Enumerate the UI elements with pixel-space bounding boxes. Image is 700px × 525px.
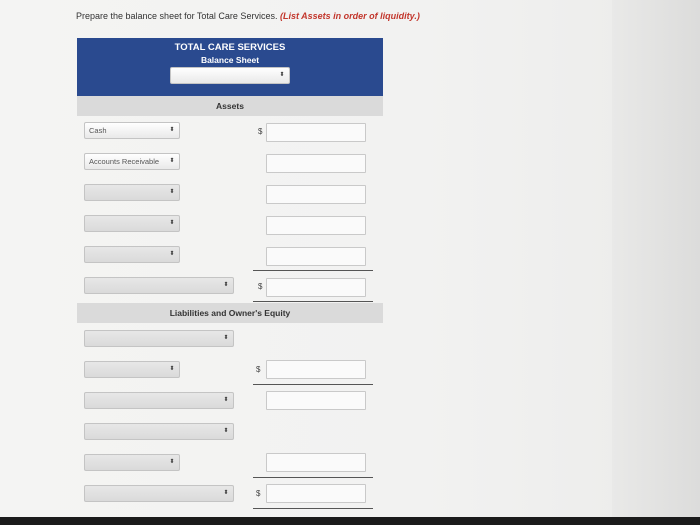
assets-section-bar xyxy=(77,96,383,116)
instruction-hint: (List Assets in order of liquidity.) xyxy=(279,11,420,21)
total-assets-input[interactable] xyxy=(266,278,366,297)
select-arrows-icon: ⬍ xyxy=(169,220,175,226)
asset-dollar-sign-1: $ xyxy=(258,127,263,136)
liabilities-heading-select[interactable] xyxy=(84,330,234,347)
liabilities-equity-section-bar xyxy=(77,303,383,323)
total-liabilities-equity-select[interactable] xyxy=(84,485,234,502)
equity-rule xyxy=(253,477,373,478)
liability-account-select-1[interactable] xyxy=(84,361,180,378)
grand-total-rule xyxy=(253,508,373,509)
select-arrows-icon: ⬍ xyxy=(223,282,229,288)
select-arrows-icon: ⬍ xyxy=(169,366,175,372)
equity-amount-input-2[interactable] xyxy=(266,453,366,472)
assets-label: Assets xyxy=(216,101,244,111)
asset-account-select-1[interactable] xyxy=(84,122,180,139)
equity-account-select-1[interactable] xyxy=(84,423,234,440)
liabilities-equity-label: Liabilities and Owner's Equity xyxy=(169,308,291,318)
total-rule xyxy=(253,301,373,302)
asset-account-value-1: Cash xyxy=(89,126,107,135)
equity-heading-select[interactable] xyxy=(84,392,234,409)
asset-account-select-4[interactable] xyxy=(84,215,180,232)
subtotal-rule xyxy=(253,270,373,271)
asset-account-select-3[interactable] xyxy=(84,184,180,201)
screen-bezel xyxy=(0,517,700,525)
date-select[interactable] xyxy=(170,67,290,84)
asset-account-select-5[interactable] xyxy=(84,246,180,263)
select-arrows-icon: ⬍ xyxy=(169,459,175,465)
select-arrows-icon: ⬍ xyxy=(223,490,229,496)
asset-amount-input-5[interactable] xyxy=(266,247,366,266)
asset-amount-input-4[interactable] xyxy=(266,216,366,235)
select-arrows-icon: ⬍ xyxy=(169,127,175,133)
liability-rule xyxy=(253,384,373,385)
select-arrows-icon: ⬍ xyxy=(169,251,175,257)
liability-amount-input-1[interactable] xyxy=(266,360,366,379)
select-arrows-icon: ⬍ xyxy=(169,189,175,195)
company-name: TOTAL CARE SERVICES xyxy=(174,42,286,53)
liability-dollar-sign: $ xyxy=(256,365,261,374)
total-assets-select[interactable] xyxy=(84,277,234,294)
instruction-text xyxy=(76,11,420,21)
asset-account-select-2[interactable] xyxy=(84,153,180,170)
statement-title: Balance Sheet xyxy=(200,55,260,65)
select-arrows-icon: ⬍ xyxy=(223,335,229,341)
instruction-main: Prepare the balance sheet for Total Care Services. xyxy=(76,11,278,21)
total-liabilities-equity-input[interactable] xyxy=(266,484,366,503)
select-arrows-icon: ⬍ xyxy=(279,72,285,78)
select-arrows-icon: ⬍ xyxy=(169,158,175,164)
total-assets-dollar-sign: $ xyxy=(258,282,263,291)
asset-amount-input-2[interactable] xyxy=(266,154,366,173)
screen-edge xyxy=(612,0,700,517)
equity-account-select-2[interactable] xyxy=(84,454,180,471)
total-liabilities-equity-dollar-sign: $ xyxy=(256,489,261,498)
asset-amount-input-3[interactable] xyxy=(266,185,366,204)
select-arrows-icon: ⬍ xyxy=(223,397,229,403)
balance-sheet-header xyxy=(77,38,383,96)
select-arrows-icon: ⬍ xyxy=(223,428,229,434)
asset-amount-input-1[interactable] xyxy=(266,123,366,142)
equity-amount-input-1[interactable] xyxy=(266,391,366,410)
asset-account-value-2: Accounts Receivable xyxy=(89,157,160,166)
